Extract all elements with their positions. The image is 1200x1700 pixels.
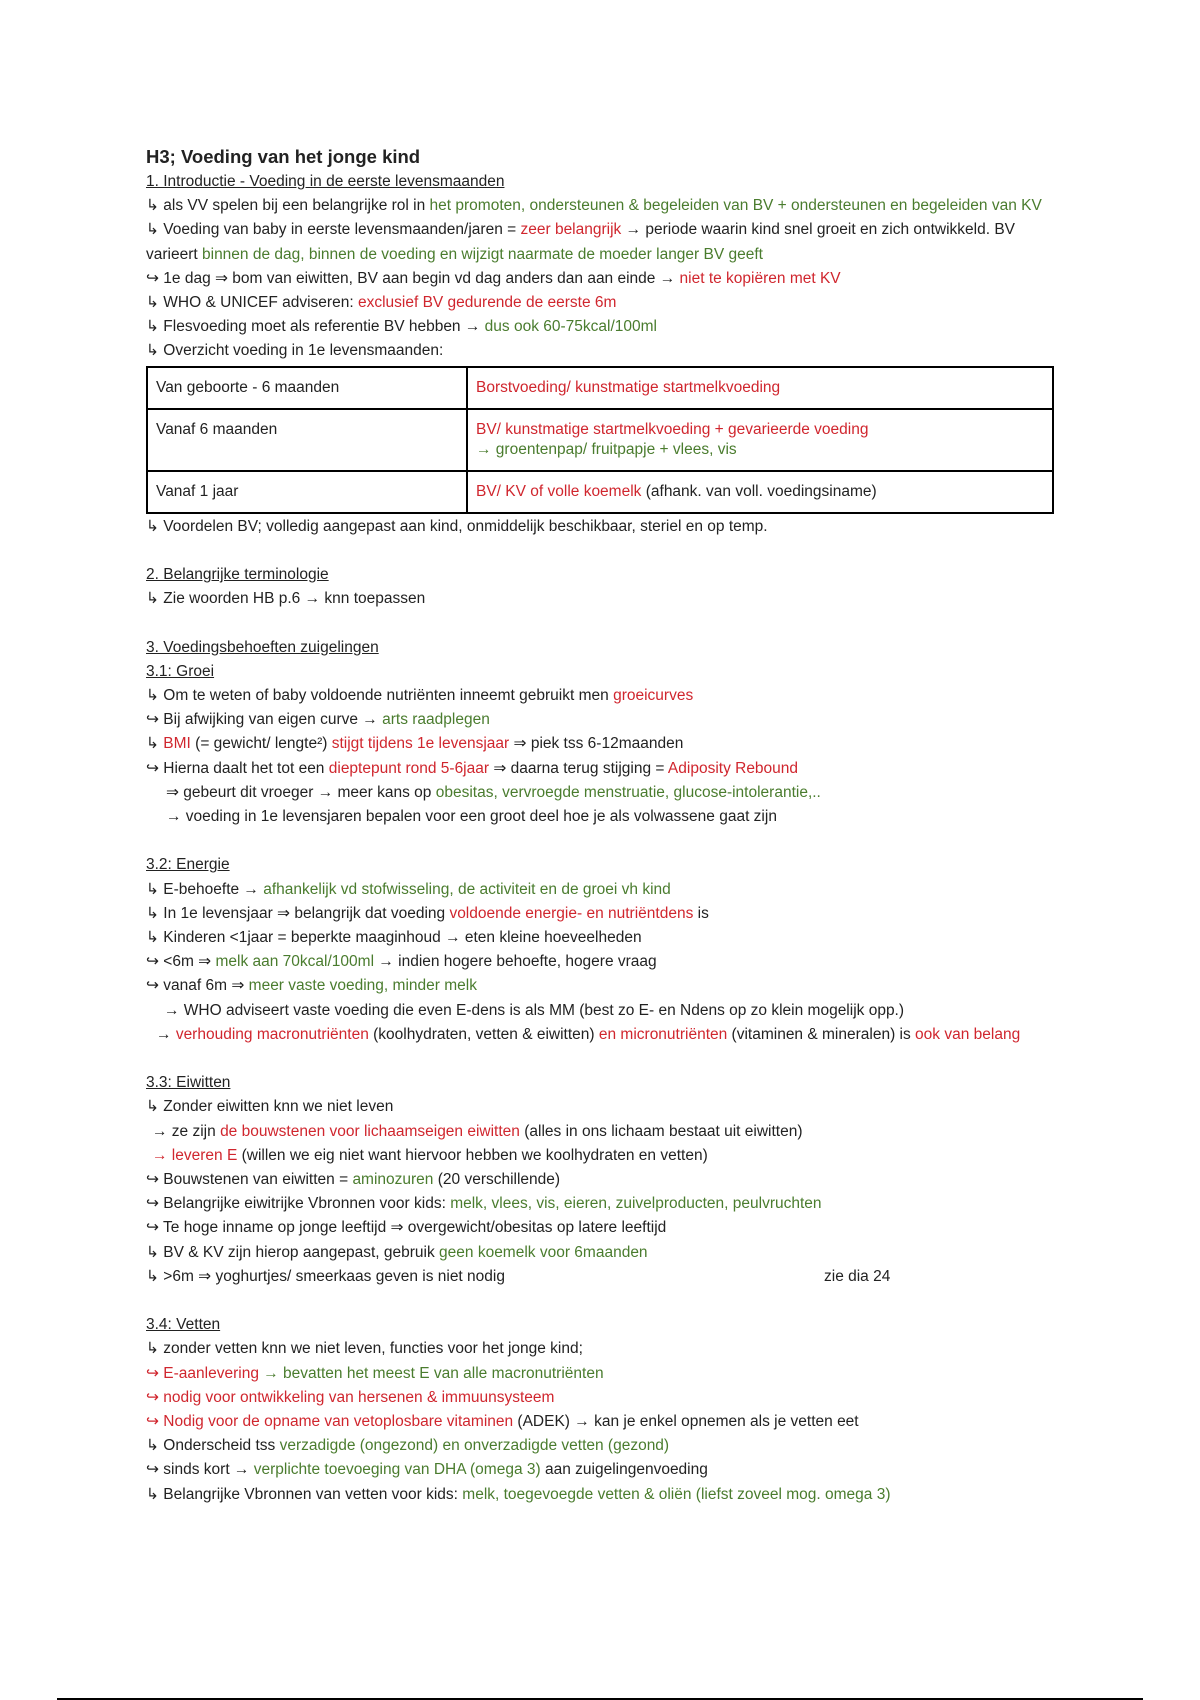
s1-line-2: ↳ Voeding van baby in eerste levensmaanden/jaren = zeer belangrijk → periode waarin kind snel groeit en zich ontwikkeld. BV varieert binnen de dag, binnen de voeding en wijzigt naarmate de moeder langer BV geeft (146, 221, 1016, 263)
s33-line-7: ↳ BV & KV zijn hierop aangepast, gebruik geen koemelk voor 6maanden (146, 1243, 648, 1261)
s34-line-2: ↪ E-aanlevering → bevatten het meest E van alle macronutriënten (146, 1364, 604, 1382)
s33-line-1: ↳ Zonder eiwitten knn we niet leven (146, 1098, 394, 1116)
s32-line-3: ↳ Kinderen <1jaar = beperkte maaginhoud → eten kleine hoeveelheden (146, 929, 642, 947)
s34-line-5: ↳ Onderscheid tss verzadigde (ongezond) en onverzadigde vetten (gezond) (146, 1437, 670, 1455)
section-2-heading: 2. Belangrijke terminologie (146, 566, 329, 584)
section-3-heading: 3. Voedingsbehoeften zuigelingen (146, 638, 379, 656)
s2-line-1: ↳ Zie woorden HB p.6 → knn toepassen (146, 590, 426, 608)
s31-line-6: → voeding in 1e levensjaren bepalen voor een groot deel hoe je als volwassene gaat zijn (166, 808, 777, 826)
table-cell: Borstvoeding/ kunstmatige startmelkvoeding (467, 367, 1053, 409)
s1-line-6: ↳ Overzicht voeding in 1e levensmaanden: (146, 342, 444, 360)
s32-line-6: → WHO adviseert vaste voeding die even E-dens is als MM (best zo E- en Ndens op zo klein mogelijk opp.) (164, 1001, 905, 1019)
subsection-3-4-heading: 3.4: Vetten (146, 1316, 221, 1334)
s1-line-5: ↳ Flesvoeding moet als referentie BV hebben → dus ook 60-75kcal/100ml (146, 318, 657, 336)
s33-line-2: → ze zijn de bouwstenen voor lichaamseigen eiwitten (alles in ons lichaam bestaat uit eiwitten) (152, 1122, 803, 1140)
s34-line-7: ↳ Belangrijke Vbronnen van vetten voor kids: melk, toegevoegde vetten & oliën (liefst zoveel mog. omega 3) (146, 1485, 891, 1503)
s33-line-6: ↪ Te hoge inname op jonge leeftijd ⇒ overgewicht/obesitas op latere leeftijd (146, 1219, 667, 1237)
s32-line-2: ↳ In 1e levensjaar ⇒ belangrijk dat voeding voldoende energie- en nutriëntdens is (146, 904, 709, 922)
s1-line-1: ↳ als VV spelen bij een belangrijke rol in het promoten, ondersteunen & begeleiden van BV + ondersteunen en begeleiden van KV (146, 197, 1042, 215)
table-cell: Vanaf 6 maanden (147, 409, 467, 471)
s32-line-7: → verhouding macronutriënten (koolhydraten, vetten & eiwitten) en micronutriënten (vitaminen & mineralen) is ook van belang (156, 1025, 1021, 1043)
subsection-3-1-heading: 3.1: Groei (146, 662, 215, 680)
table-cell: Vanaf 1 jaar (147, 471, 467, 513)
table-cell: Van geboorte - 6 maanden (147, 367, 467, 409)
feeding-overview-table (146, 366, 1054, 514)
s34-line-6: ↪ sinds kort → verplichte toevoeging van DHA (omega 3) aan zuigelingenvoeding (146, 1461, 708, 1479)
s32-line-4: ↪ <6m ⇒ melk aan 70kcal/100ml → indien hogere behoefte, hogere vraag (146, 953, 657, 971)
s33-line-5: ↪ Belangrijke eiwitrijke Vbronnen voor kids: melk, vlees, vis, eieren, zuivelproducten, peulvruchten (146, 1195, 822, 1213)
s31-line-3: ↳ BMI (= gewicht/ lengte²) stijgt tijdens 1e levensjaar ⇒ piek tss 6-12maanden (146, 735, 684, 753)
section-1-heading: 1. Introductie - Voeding in de eerste levensmaanden (146, 173, 505, 190)
table-row (147, 471, 1053, 513)
s34-line-1: ↳ zonder vetten knn we niet leven, functies voor het jonge kind; (146, 1340, 583, 1358)
s31-line-1: ↳ Om te weten of baby voldoende nutriënten inneemt gebruikt men groeicurves (146, 687, 694, 705)
s1-line-3: ↪ 1e dag ⇒ bom van eiwitten, BV aan begin vd dag anders dan aan einde → niet te kopiëren met KV (146, 269, 841, 287)
table-cell: BV/ kunstmatige startmelkvoeding + gevarieerde voeding → groentenpap/ fruitpapje + vlees, vis (467, 409, 1053, 471)
s33-line-3: → leveren E (willen we eig niet want hiervoor hebben we koolhydraten en vetten) (152, 1146, 708, 1164)
s33-line-8: ↳ >6m ⇒ yoghurtjes/ smeerkaas geven is niet nodig zie dia 24 (146, 1267, 891, 1285)
s31-line-4: ↪ Hierna daalt het tot een dieptepunt rond 5-6jaar ⇒ daarna terug stijging = Adiposity Rebound (146, 759, 799, 777)
s1-line-4: ↳ WHO & UNICEF adviseren: exclusief BV gedurende de eerste 6m (146, 294, 617, 312)
s32-line-1: ↳ E-behoefte → afhankelijk vd stofwisseling, de activiteit en de groei vh kind (146, 880, 671, 898)
s32-line-5: ↪ vanaf 6m ⇒ meer vaste voeding, minder melk (146, 977, 477, 995)
document-page (146, 144, 1066, 1507)
document-title: H3; Voeding van het jonge kind (146, 146, 421, 167)
s31-line-2: ↪ Bij afwijking van eigen curve → arts raadplegen (146, 711, 490, 729)
table-row (147, 409, 1053, 471)
s34-line-3: ↪ nodig voor ontwikkeling van hersenen & immuunsysteem (146, 1388, 555, 1406)
s31-line-5: ⇒ gebeurt dit vroeger → meer kans op obesitas, vervroegde menstruatie, glucose-intolerantie,.. (166, 783, 821, 801)
table-cell: BV/ KV of volle koemelk (afhank. van voll. voedingsiname) (467, 471, 1053, 513)
s1-line-7: ↳ Voordelen BV; volledig aangepast aan kind, onmiddelijk beschikbaar, steriel en op temp. (146, 517, 768, 535)
s33-line-4: ↪ Bouwstenen van eiwitten = aminozuren (20 verschillende) (146, 1171, 561, 1189)
subsection-3-3-heading: 3.3: Eiwitten (146, 1074, 231, 1092)
subsection-3-2-heading: 3.2: Energie (146, 856, 230, 874)
table-row (147, 367, 1053, 409)
s34-line-4: ↪ Nodig voor de opname van vetoplosbare vitaminen (ADEK) → kan je enkel opnemen als je vetten eet (146, 1413, 859, 1431)
